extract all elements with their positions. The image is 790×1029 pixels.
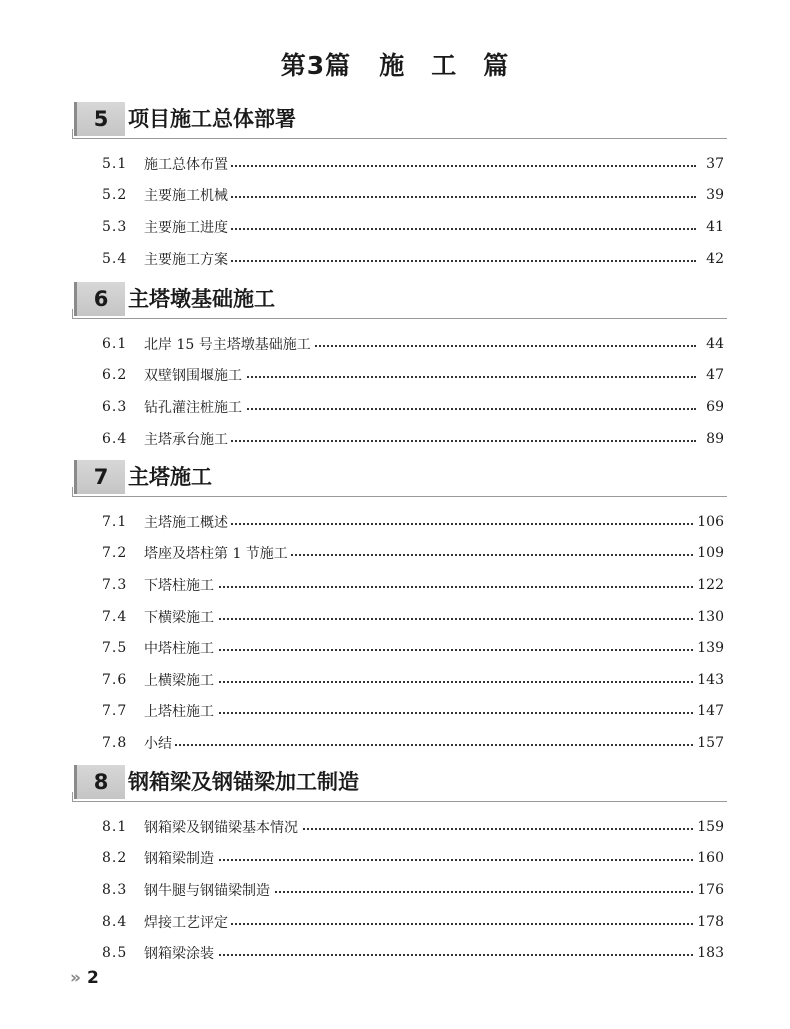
entry-page: 176 <box>694 882 724 898</box>
entry-number: 6.1 <box>102 335 128 352</box>
chapter-number-box: 8 <box>74 765 125 799</box>
chapter-number-box: 5 <box>74 102 125 136</box>
entry-page: 39 <box>703 187 724 203</box>
entry-title: 钢箱梁及钢锚梁基本情况 <box>144 817 301 837</box>
chapter-rule <box>72 801 727 802</box>
chapter-heading[interactable] <box>0 102 790 142</box>
entry-page: 44 <box>703 336 724 352</box>
toc-entry-list <box>0 805 790 969</box>
part-prefix: 第3篇 <box>280 51 352 80</box>
entry-title: 焊接工艺评定 <box>144 912 231 932</box>
toc-entry[interactable] <box>0 601 790 633</box>
toc-entry[interactable] <box>0 874 790 906</box>
entry-number: 7.4 <box>102 608 128 625</box>
entry-number: 7.8 <box>102 734 128 751</box>
entry-title: 下塔柱施工 <box>144 575 217 595</box>
entry-title: 主要施工机械 <box>144 185 231 205</box>
entry-number: 8.1 <box>102 818 128 835</box>
entry-number: 8.2 <box>102 850 128 867</box>
toc-entry[interactable] <box>0 937 790 969</box>
toc-entry[interactable] <box>0 391 790 423</box>
entry-number: 8.4 <box>102 913 128 930</box>
chapter-section <box>0 765 790 969</box>
chapter-section <box>0 460 790 759</box>
toc-entry[interactable] <box>0 360 790 392</box>
toc-entry[interactable] <box>0 811 790 843</box>
chapter-section <box>0 282 790 454</box>
entry-title: 上横梁施工 <box>144 670 217 690</box>
entry-page: 42 <box>703 251 724 267</box>
entry-number: 7.6 <box>102 671 128 688</box>
chapter-section <box>0 102 790 274</box>
entry-page: 159 <box>694 819 724 835</box>
entry-title: 施工总体布置 <box>144 154 231 174</box>
entry-page: 89 <box>703 431 724 447</box>
dot-leader <box>144 859 696 861</box>
toc-entry[interactable] <box>0 180 790 212</box>
chapter-number-box: 6 <box>74 282 125 316</box>
chapter-rule <box>72 138 727 139</box>
entry-number: 7.7 <box>102 703 128 720</box>
part-title <box>0 46 790 82</box>
entry-number: 5.3 <box>102 218 128 235</box>
entry-number: 7.5 <box>102 640 128 657</box>
chapter-title: 主塔施工 <box>128 465 212 489</box>
entry-title: 主要施工方案 <box>144 249 231 269</box>
entry-page: 139 <box>694 640 724 656</box>
dot-leader <box>144 744 696 746</box>
toc-entry[interactable] <box>0 632 790 664</box>
entry-page: 178 <box>694 914 724 930</box>
toc-entry[interactable] <box>0 506 790 538</box>
page-number: 2 <box>86 968 99 988</box>
toc-entry[interactable] <box>0 906 790 938</box>
entry-page: 183 <box>694 945 724 961</box>
chapter-heading[interactable] <box>0 460 790 500</box>
entry-number: 8.3 <box>102 881 128 898</box>
entry-number: 5.1 <box>102 155 128 172</box>
entry-number: 5.2 <box>102 187 128 204</box>
toc-entry[interactable] <box>0 538 790 570</box>
toc-entry[interactable] <box>0 664 790 696</box>
entry-title: 主塔承台施工 <box>144 429 231 449</box>
entry-title: 双壁钢围堰施工 <box>144 365 245 385</box>
entry-page: 157 <box>694 735 724 751</box>
entry-page: 122 <box>694 577 724 593</box>
toc-entry-list <box>0 142 790 274</box>
dot-leader <box>144 618 696 620</box>
toc-entry[interactable] <box>0 148 790 180</box>
toc-entry[interactable] <box>0 243 790 275</box>
page-footer <box>70 968 99 988</box>
toc-entry-list <box>0 500 790 759</box>
toc-entry[interactable] <box>0 843 790 875</box>
entry-page: 69 <box>703 399 724 415</box>
dot-leader <box>144 586 696 588</box>
toc-entry[interactable] <box>0 328 790 360</box>
toc-entry[interactable] <box>0 696 790 728</box>
entry-title: 北岸 15 号主塔墩基础施工 <box>144 334 314 354</box>
toc-entry[interactable] <box>0 727 790 759</box>
entry-title: 钢箱梁制造 <box>144 848 217 868</box>
entry-title: 上塔柱施工 <box>144 701 217 721</box>
entry-title: 中塔柱施工 <box>144 638 217 658</box>
chevron-right-icon: » <box>70 968 81 988</box>
entry-title: 钻孔灌注桩施工 <box>144 397 245 417</box>
entry-title: 主要施工进度 <box>144 217 231 237</box>
chapter-rule <box>72 496 727 497</box>
chapter-number-box: 7 <box>74 460 125 494</box>
chapter-title: 钢箱梁及钢锚梁加工制造 <box>128 770 359 794</box>
chapter-title: 主塔墩基础施工 <box>128 287 275 311</box>
entry-page: 106 <box>694 514 724 530</box>
entry-title: 钢箱梁涂装 <box>144 943 217 963</box>
dot-leader <box>144 712 696 714</box>
entry-page: 143 <box>694 672 724 688</box>
entry-number: 6.4 <box>102 430 128 447</box>
entry-title: 小结 <box>144 733 175 753</box>
chapter-heading[interactable] <box>0 765 790 805</box>
chapter-rule <box>72 318 727 319</box>
entry-number: 7.2 <box>102 545 128 562</box>
entry-title: 塔座及塔柱第 1 节施工 <box>144 543 291 563</box>
entry-page: 147 <box>694 703 724 719</box>
dot-leader <box>144 954 696 956</box>
entry-page: 109 <box>694 545 724 561</box>
entry-number: 6.3 <box>102 398 128 415</box>
entry-page: 130 <box>694 609 724 625</box>
chapter-heading[interactable] <box>0 282 790 322</box>
entry-page: 41 <box>703 219 724 235</box>
chapter-title: 项目施工总体部署 <box>128 107 296 131</box>
entry-title: 钢牛腿与钢锚梁制造 <box>144 880 273 900</box>
entry-page: 160 <box>694 850 724 866</box>
entry-page: 47 <box>703 367 724 383</box>
toc-entry[interactable] <box>0 423 790 455</box>
entry-number: 6.2 <box>102 367 128 384</box>
entry-page: 37 <box>703 156 724 172</box>
entry-number: 7.3 <box>102 576 128 593</box>
entry-title: 主塔施工概述 <box>144 512 231 532</box>
entry-number: 8.5 <box>102 945 128 962</box>
entry-title: 下横梁施工 <box>144 607 217 627</box>
toc-entry[interactable] <box>0 569 790 601</box>
dot-leader <box>144 649 696 651</box>
dot-leader <box>144 681 696 683</box>
part-name: 施 工 篇 <box>379 51 510 80</box>
toc-entry[interactable] <box>0 211 790 243</box>
entry-number: 5.4 <box>102 250 128 267</box>
entry-number: 7.1 <box>102 513 128 530</box>
toc-entry-list <box>0 322 790 454</box>
